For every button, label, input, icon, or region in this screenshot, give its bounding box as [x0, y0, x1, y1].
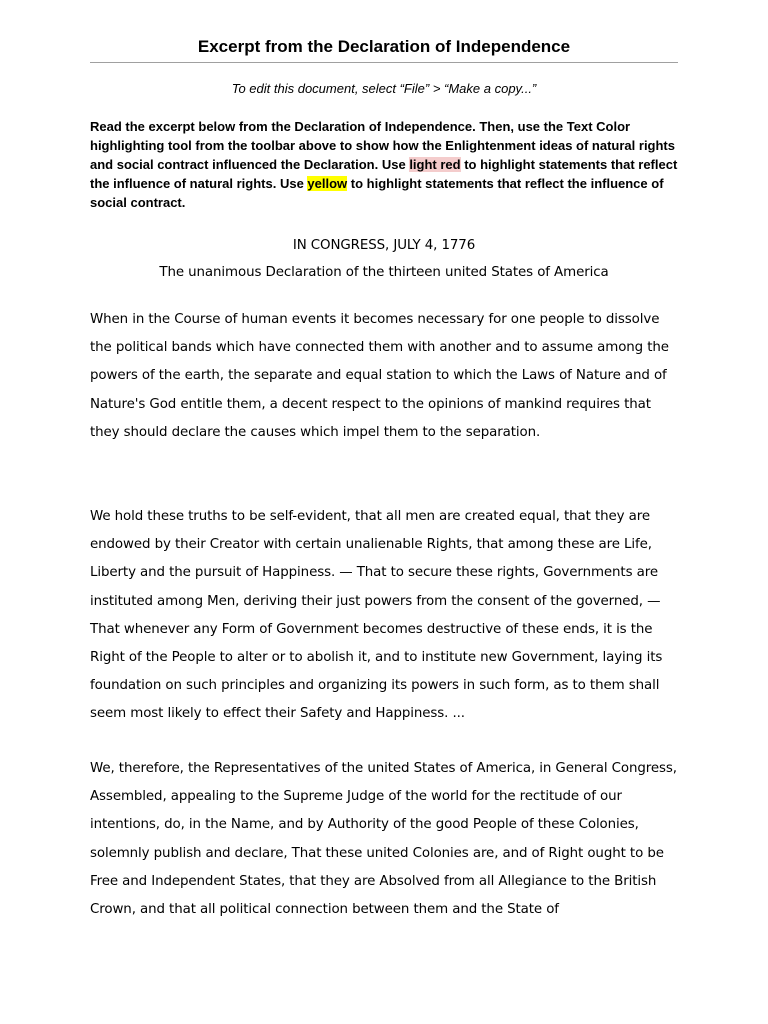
light-red-highlight-label: light red: [409, 157, 461, 172]
congress-heading: IN CONGRESS, JULY 4, 1776: [292, 238, 476, 253]
title-divider: [90, 62, 678, 63]
edit-note: To edit this document, select “File” > “Make a copy...”: [231, 81, 537, 96]
instructions-text-1: Read the excerpt below from the Declaration of Independence. Then, use the Text Color highlighting tool from the toolbar above to show how the Enlightenment ideas of natural rights and social contract influenced the Declaration. Use: [90, 119, 675, 172]
document-title: Excerpt from the Declaration of Independence: [197, 37, 571, 56]
yellow-highlight-label: yellow: [307, 176, 348, 191]
paragraph-rights: We hold these truths to be self-evident, that all men are created equal, that they are endowed by their Creator with certain unalienable Rights, that among these are Life, Liberty and the pursuit of Happiness. — That to secure these rights, Governments are instituted among Men, deriving their just powers from the consent of the governed, — That whenever any Form of Government becomes destructive of these ends, it is the Right of the People to alter or to abolish it, and to institute new Government, laying its foundation on such principles and organizing its powers in such form, as to them shall seem most likely to effect their Safety and Happiness. ...: [90, 509, 663, 722]
instructions-text-3: to highlight statements that reflect the influence of social contract.: [90, 176, 664, 210]
instructions: [90, 117, 682, 212]
instructions-text-2: to highlight statements that reflect the influence of natural rights. Use: [90, 157, 678, 191]
paragraph-preamble: When in the Course of human events it becomes necessary for one people to dissolve the political bands which have connected them with another and to assume among the powers of the earth, the separate and equal station to which the Laws of Nature and of Nature's God entitle them, a decent respect to the opinions of mankind requires that they should declare the causes which impel them to the separation.: [90, 312, 669, 440]
declaration-subheading: The unanimous Declaration of the thirteen united States of America: [159, 265, 609, 280]
paragraph-resolution: We, therefore, the Representatives of the united States of America, in General Congress, Assembled, appealing to the Supreme Judge of the world for the rectitude of our intentions, do, in the Name, and by Authority of the good People of these Colonies, solemnly publish and declare, That these united Colonies are, and of Right ought to be Free and Independent States, that they are Absolved from all Allegiance to the British Crown, and that all political connection between them and the State of: [90, 761, 677, 918]
